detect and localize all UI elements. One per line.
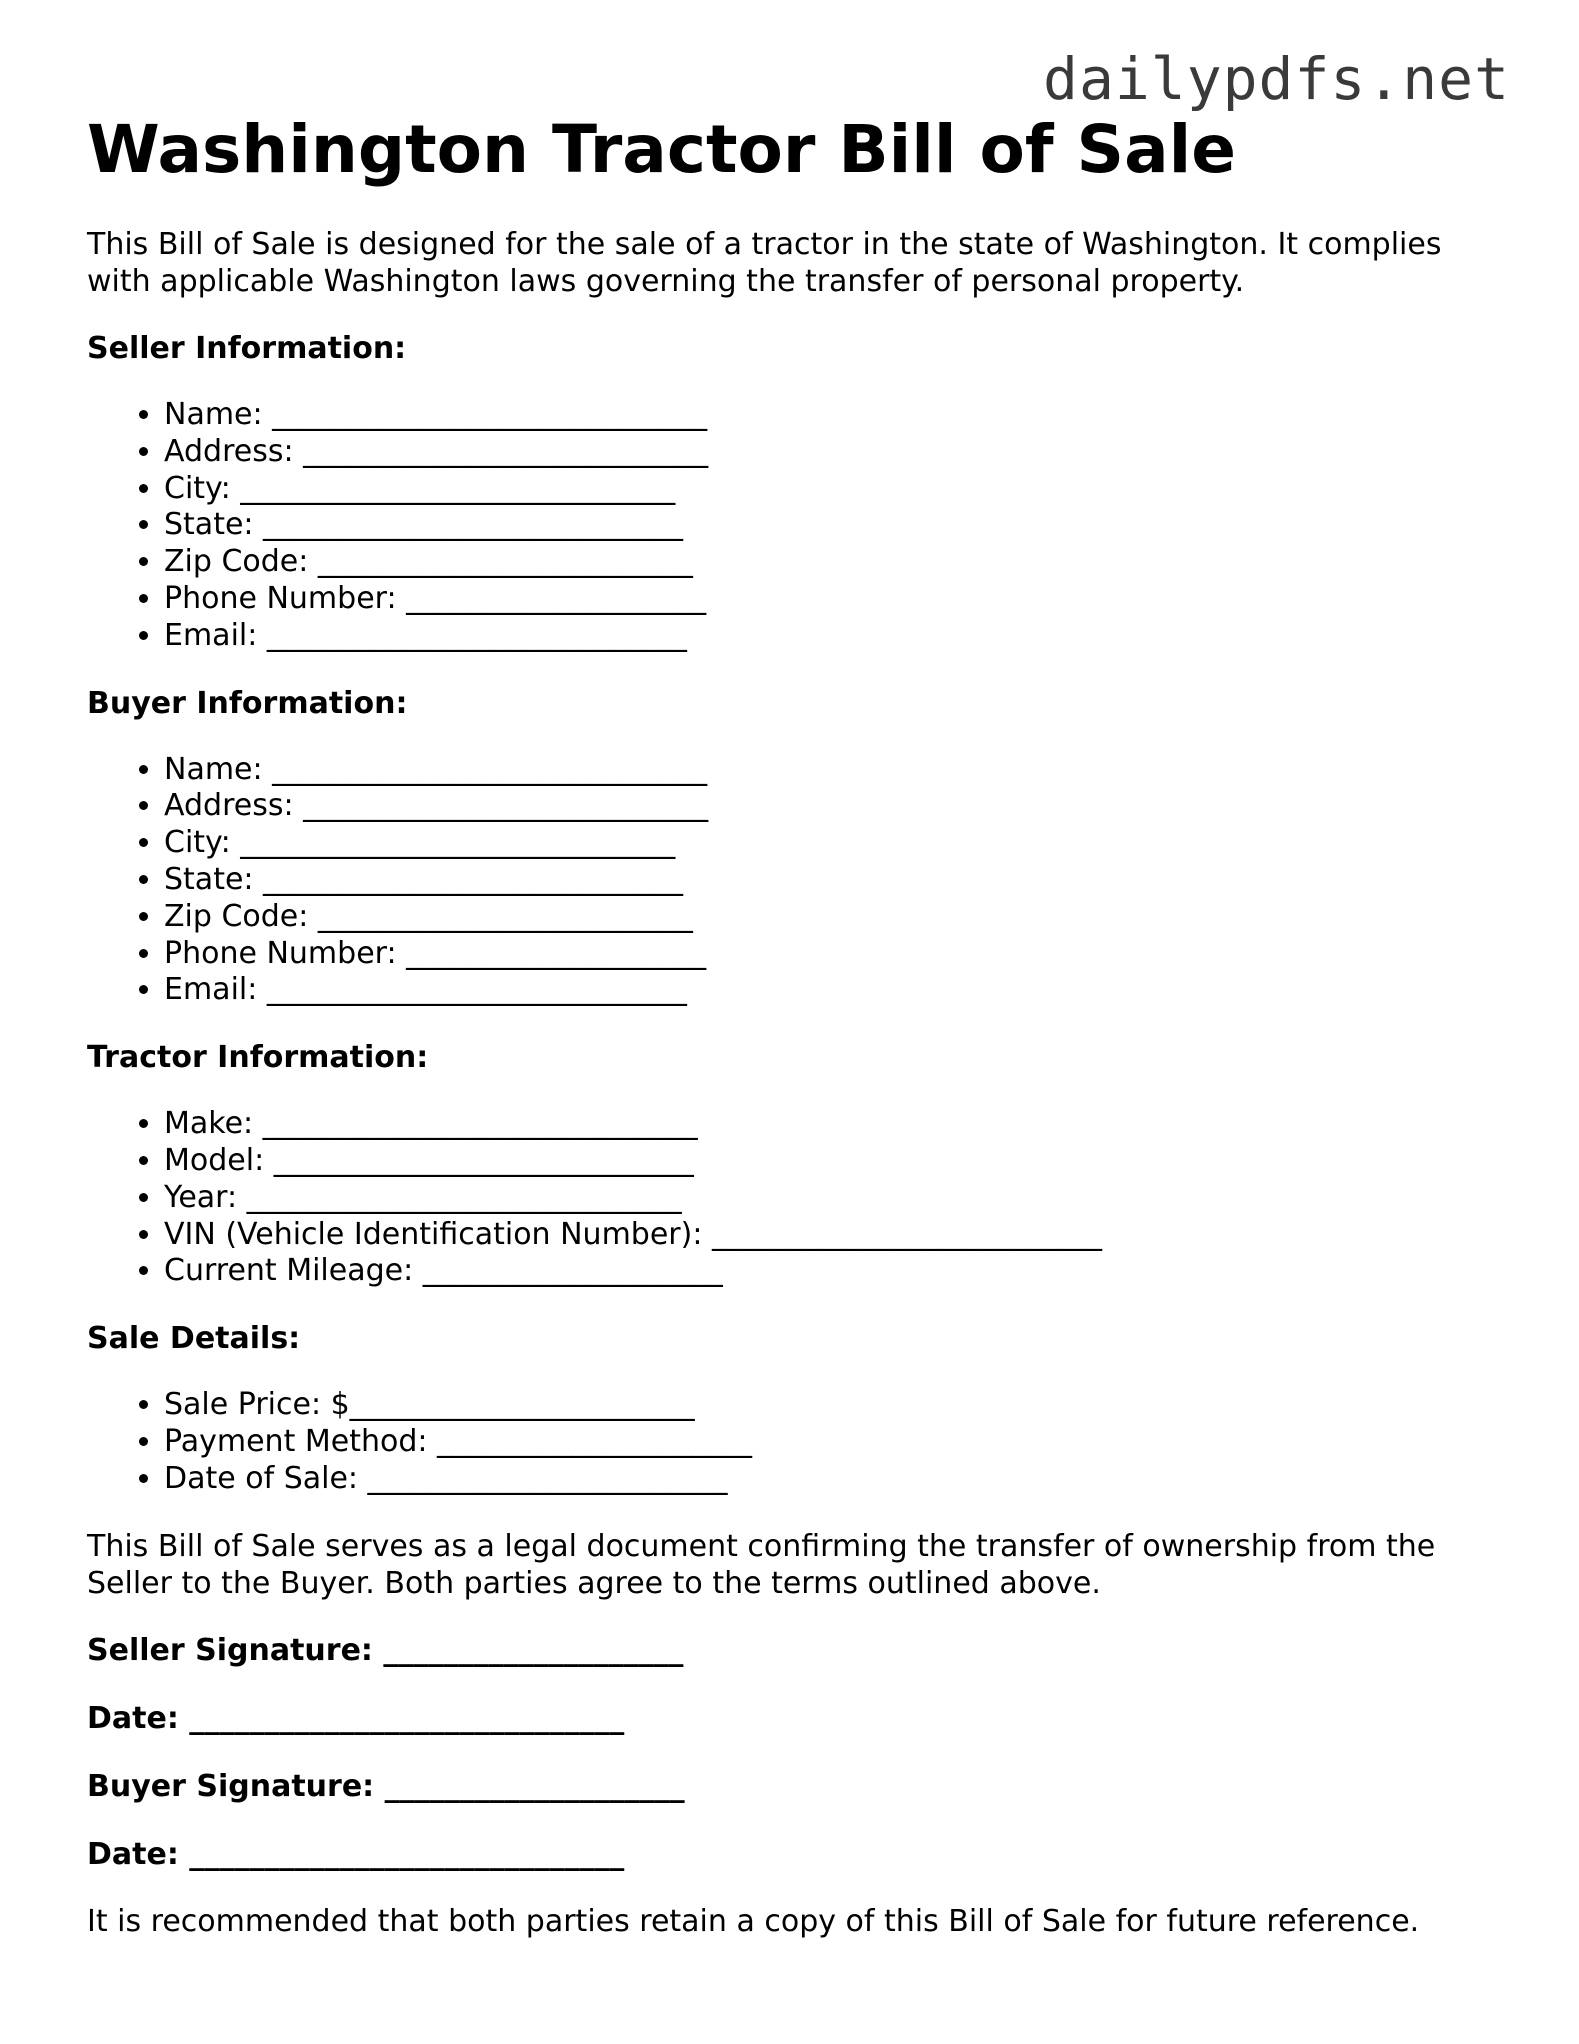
buyer-field-list (87, 752, 1507, 1010)
seller-field-list (87, 397, 1507, 655)
seller-city-field[interactable]: • City: _____________________________ (164, 471, 1507, 508)
buyer-signature-line[interactable]: Buyer Signature: ____________________ (87, 1768, 685, 1804)
intro-paragraph: This Bill of Sale is designed for the sale of a tractor in the state of Washington. It complies with applicable Washington laws governing the transfer of personal property. (87, 227, 1442, 299)
watermark: dailypdfs.net (1043, 45, 1510, 113)
document-title: Washington Tractor Bill of Sale (87, 111, 1237, 188)
tractor-year-field[interactable]: • Year: _____________________________ (164, 1180, 1507, 1217)
closing-paragraph: This Bill of Sale serves as a legal document confirming the transfer of ownership from the Seller to the Buyer. Both parties agree to the terms outlined above. (87, 1528, 1436, 1601)
document-body (87, 112, 1507, 1940)
footer-note: It is recommended that both parties retain a copy of this Bill of Sale for future reference. (87, 1903, 1420, 1939)
seller-date-line[interactable]: Date: _____________________________ (87, 1700, 625, 1736)
seller-information-heading: Seller Information: (87, 331, 407, 366)
buyer-information-heading: Buyer Information: (87, 685, 408, 721)
sale-details-heading: Sale Details: (87, 1321, 301, 1357)
buyer-phone-field[interactable]: • Phone Number: ____________________ (164, 936, 1507, 973)
seller-phone-field[interactable]: • Phone Number: ____________________ (164, 581, 1507, 618)
seller-email-field[interactable]: • Email: ____________________________ (164, 618, 1507, 655)
buyer-name-field[interactable]: • Name: _____________________________ (164, 752, 1507, 789)
sale-price-field[interactable]: • Sale Price: $_______________________ (164, 1387, 1507, 1424)
buyer-zip-field[interactable]: • Zip Code: _________________________ (164, 899, 1507, 936)
tractor-model-field[interactable]: • Model: ____________________________ (164, 1143, 1507, 1180)
sale-field-list (87, 1387, 1507, 1497)
buyer-address-field[interactable]: • Address: ___________________________ (164, 788, 1507, 825)
seller-name-field[interactable]: • Name: _____________________________ (164, 397, 1507, 434)
payment-method-field[interactable]: • Payment Method: _____________________ (164, 1424, 1507, 1461)
seller-state-field[interactable]: • State: ____________________________ (164, 507, 1507, 544)
tractor-field-list (87, 1106, 1507, 1290)
tractor-information-heading: Tractor Information: (87, 1040, 429, 1076)
buyer-city-field[interactable]: • City: _____________________________ (164, 825, 1507, 862)
buyer-date-line[interactable]: Date: _____________________________ (87, 1836, 625, 1872)
buyer-email-field[interactable]: • Email: ____________________________ (164, 972, 1507, 1009)
seller-address-field[interactable]: • Address: ___________________________ (164, 434, 1507, 471)
seller-signature-line[interactable]: Seller Signature: ____________________ (87, 1632, 684, 1668)
date-of-sale-field[interactable]: • Date of Sale: ________________________ (164, 1461, 1507, 1498)
tractor-vin-field[interactable]: • VIN (Vehicle Identification Number): __________________________ (164, 1217, 1507, 1254)
buyer-state-field[interactable]: • State: ____________________________ (164, 862, 1507, 899)
tractor-make-field[interactable]: • Make: _____________________________ (164, 1106, 1507, 1143)
tractor-mileage-field[interactable]: • Current Mileage: ____________________ (164, 1253, 1507, 1290)
seller-zip-field[interactable]: • Zip Code: _________________________ (164, 544, 1507, 581)
